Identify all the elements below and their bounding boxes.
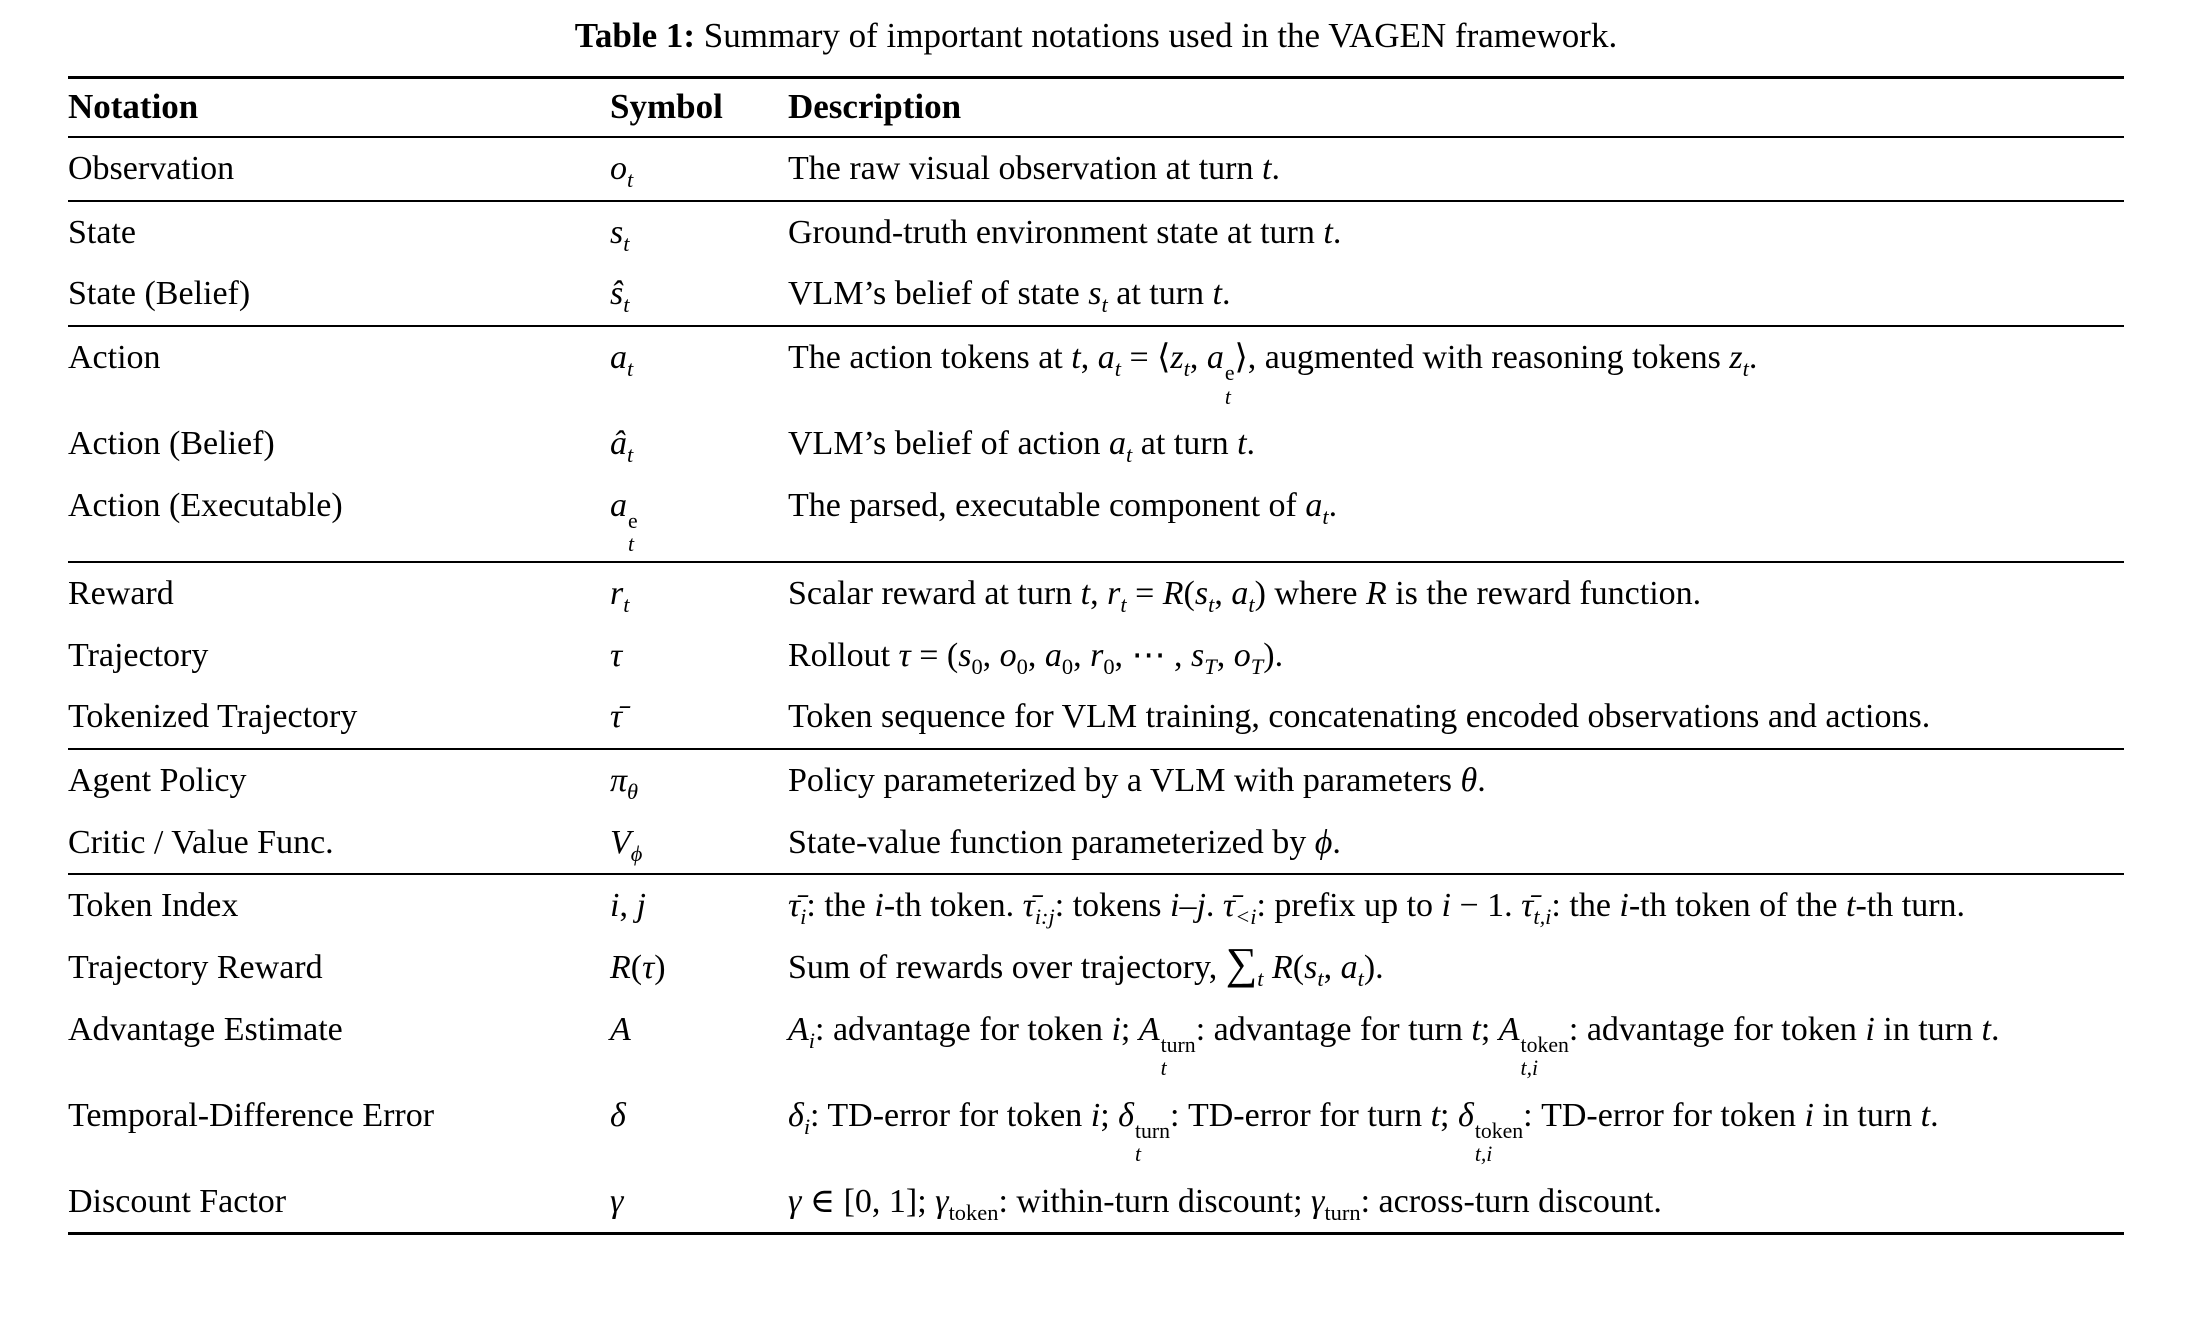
symbol-cell: δ <box>610 1096 626 1134</box>
symbol-cell: $a_t$ <box>610 339 634 381</box>
header-row <box>68 78 2124 138</box>
table-row <box>68 812 2124 875</box>
symbol-cell: τ̄ <box>610 698 623 736</box>
notation-cell: Observation <box>68 150 235 187</box>
symbol-cell: $s_t$ <box>610 213 630 256</box>
table-row <box>68 686 2124 749</box>
symbol-cell: $r_t$ <box>610 574 630 617</box>
table-row <box>68 413 2124 475</box>
caption-label: Table 1: <box>574 16 696 55</box>
notation-cell: Temporal-Difference Error <box>68 1096 435 1134</box>
caption-text: Summary of important notations used in the VAGEN framework. <box>695 16 1618 55</box>
symbol-cell: R(τ) <box>610 949 666 987</box>
description-cell: Sum of rewards over trajectory, $\sum_t$ $R(s_t$, $a_t$). <box>788 939 1384 991</box>
notation-cell: Action (Executable) <box>68 486 343 524</box>
symbol-cell: $V_\phi$ <box>610 823 643 866</box>
description-cell: Token sequence for VLM training, concatenating encoded observations and actions. <box>788 698 1931 736</box>
symbol-cell: a e t <box>610 486 638 557</box>
notation-cell: Agent Policy <box>68 761 247 799</box>
table-row <box>68 937 2124 999</box>
description-cell: The parsed, executable component of $a_t$. <box>788 486 1338 529</box>
row-group <box>68 749 2124 874</box>
table-caption <box>0 0 2192 56</box>
description-cell: VLM’s belief of state $s_t$ at turn t. <box>788 275 1231 318</box>
symbol-cell: $â_t$ <box>610 425 634 467</box>
notation-cell: State (Belief) <box>68 275 251 313</box>
notation-cell: Action (Belief) <box>68 425 275 463</box>
notation-cell: Trajectory Reward <box>68 949 323 987</box>
table-row <box>68 201 2124 264</box>
description-cell: State-value function parameterized by ϕ. <box>788 823 1341 861</box>
notation-cell: Trajectory <box>68 636 209 674</box>
row-group <box>68 137 2124 201</box>
row-group <box>68 201 2124 326</box>
description-cell: $\taū_i$: the i-th token. $\taū_{i:j}$: tokens i–j. $\taū_{<i}$: prefix up to i − 1. $\taū_{t,i}$: the i-th token of the t-th turn. <box>788 887 1966 930</box>
description-cell: $A_i$: advantage for token i; A turn t : advantage for turn t; A token t,i : advantage for token i in turn t. <box>788 1010 2000 1081</box>
column-header-description: Description <box>788 87 962 126</box>
symbol-cell: A <box>610 1010 631 1048</box>
notation-cell: State <box>68 213 136 251</box>
notation-cell: Token Index <box>68 887 239 925</box>
table-row <box>68 475 2124 562</box>
notation-cell: Critic / Value Func. <box>68 823 334 861</box>
description-cell: Ground-truth environment state at turn t. <box>788 213 1342 251</box>
symbol-cell: i, j <box>610 887 646 925</box>
notation-table <box>68 76 2124 1235</box>
symbol-cell: τ <box>610 636 623 674</box>
symbol-cell: $ŝ_t$ <box>610 275 630 318</box>
table-row <box>68 874 2124 937</box>
symbol-cell: $o_t$ <box>610 150 634 192</box>
description-cell: Scalar reward at turn t, $r_t = R(s_t$, $a_t$) where R is the reward function. <box>788 574 1702 617</box>
notation-cell: Discount Factor <box>68 1182 287 1220</box>
description-cell: The action tokens at t, $a_t$ = $⟨z_t$, a e t ⟩, augmented with reasoning tokens $z_t$. <box>788 339 1758 409</box>
symbol-cell: γ <box>610 1182 624 1220</box>
row-group <box>68 562 2124 749</box>
table-row <box>68 562 2124 625</box>
description-cell: Rollout $\tau = (s_0$, $o_0$, $a_0$, $r_0$, ⋯ , $s_T$, $o_T$). <box>788 636 1284 679</box>
row-group <box>68 874 2124 1234</box>
table-row <box>68 1171 2124 1234</box>
description-cell: The raw visual observation at turn t. <box>788 150 1280 187</box>
column-header-notation: Notation <box>68 87 199 126</box>
table-row <box>68 1085 2124 1171</box>
table-row <box>68 326 2124 413</box>
table-row <box>68 263 2124 326</box>
description-cell: Policy parameterized by a VLM with parameters θ. <box>788 761 1486 799</box>
table-row <box>68 137 2124 201</box>
table-row <box>68 749 2124 812</box>
table-row <box>68 999 2124 1085</box>
notation-cell: Reward <box>68 574 174 612</box>
notation-cell: Advantage Estimate <box>68 1010 343 1048</box>
description-cell: $\delta_i$: TD-error for token i; δ turn t : TD-error for turn t; δ token t,i : TD-error for token i in turn t. <box>788 1096 1939 1167</box>
notation-cell: Tokenized Trajectory <box>68 698 358 736</box>
description-cell: VLM’s belief of action $a_t$ at turn t. <box>788 425 1256 467</box>
description-cell: γ ∈ [0, 1]; $\gamma_{token}$: within-turn discount; $\gamma_{turn}$: across-turn discount. <box>788 1182 1662 1225</box>
symbol-cell: $\pi_\theta$ <box>610 761 639 804</box>
notation-cell: Action <box>68 339 161 377</box>
row-group <box>68 326 2124 562</box>
column-header-symbol: Symbol <box>610 87 723 126</box>
table-row <box>68 625 2124 687</box>
